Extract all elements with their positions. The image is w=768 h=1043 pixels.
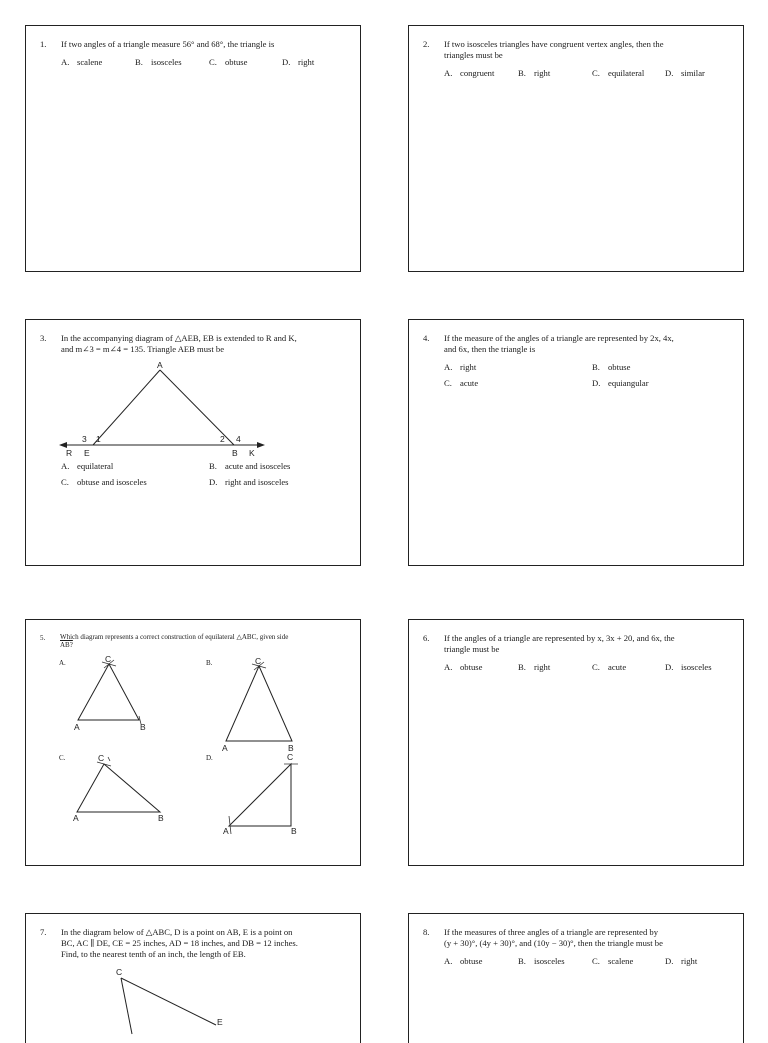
- label-4: 4: [236, 434, 241, 444]
- option-c: C. obtuse: [209, 57, 248, 67]
- arrow-right: [257, 442, 265, 448]
- triangle-aeb-diagram: [26, 320, 361, 566]
- question-text: triangle must be: [444, 644, 500, 654]
- question-text: If the angles of a triangle are represented by x, 3x + 20, and 6x, the: [444, 633, 675, 643]
- svg-text:C: C: [105, 654, 112, 664]
- option-c: C. obtuse and isosceles: [61, 477, 147, 487]
- construction-d: [223, 752, 298, 836]
- label-1: 1: [96, 434, 101, 444]
- option-d: D. equiangular: [592, 378, 649, 388]
- label-b: B: [232, 448, 238, 458]
- question-number: 7.: [40, 927, 47, 937]
- option-a: A. obtuse: [444, 956, 483, 966]
- svg-text:A: A: [74, 722, 80, 732]
- question-text: Find, to the nearest tenth of an inch, the length of EB.: [61, 949, 246, 959]
- choice-d-label: D.: [206, 754, 213, 762]
- question-card-5: [25, 619, 361, 866]
- choice-c-label: C.: [59, 754, 66, 762]
- side-ea: [93, 370, 160, 445]
- construction-diagrams: [26, 620, 361, 866]
- question-text: If two isosceles triangles have congruent vertex angles, then the: [444, 39, 664, 49]
- label-e: E: [84, 448, 90, 458]
- question-text: AB?: [60, 641, 73, 649]
- question-number: 8.: [423, 927, 430, 937]
- question-number: 6.: [423, 633, 430, 643]
- question-card-1: [25, 25, 361, 272]
- label-c: C: [116, 967, 123, 977]
- option-d: D. right and isosceles: [209, 477, 289, 487]
- option-a: A. scalene: [61, 57, 103, 67]
- option-a: A. obtuse: [444, 662, 483, 672]
- question-text: triangles must be: [444, 50, 503, 60]
- label-a: A: [157, 360, 163, 370]
- option-a: A. right: [444, 362, 477, 372]
- question-text: In the diagram below of △ABC, D is a point on AB, E is a point on: [61, 927, 293, 937]
- option-d: D. similar: [665, 68, 705, 78]
- construction-c: [73, 753, 164, 823]
- question-text: Which diagram represents a correct construction of equilateral △ABC, given side: [60, 633, 289, 641]
- label-r: R: [66, 448, 73, 458]
- option-c: C. acute: [592, 662, 627, 672]
- choice-a-label: A.: [59, 659, 66, 667]
- option-c: C. equilateral: [592, 68, 645, 78]
- svg-text:A: A: [222, 743, 228, 753]
- svg-text:B: B: [158, 813, 164, 823]
- option-d: D. isosceles: [665, 662, 712, 672]
- option-a: A. equilateral: [61, 461, 114, 471]
- label-k: K: [249, 448, 255, 458]
- question-text: BC, AC ∥ DE, CE = 25 inches, AD = 18 inches, and DB = 12 inches.: [61, 938, 298, 948]
- choice-b-label: B.: [206, 659, 213, 667]
- construction-a: [74, 654, 146, 732]
- svg-text:A: A: [223, 826, 229, 836]
- question-number: 3.: [40, 333, 47, 343]
- label-2: 2: [220, 434, 225, 444]
- construction-b: [222, 656, 294, 753]
- question-text: If the measure of the angles of a triangle are represented by 2x, 4x,: [444, 333, 674, 343]
- option-c: C. acute: [444, 378, 479, 388]
- question-text: and m∠3 = m∠4 = 135. Triangle AEB must be: [61, 344, 225, 354]
- svg-text:B: B: [140, 722, 146, 732]
- option-a: A. congruent: [444, 68, 495, 78]
- question-number: 5.: [40, 634, 46, 642]
- svg-text:C: C: [287, 752, 294, 762]
- option-b: B. isosceles: [518, 956, 565, 966]
- option-b: B. right: [518, 68, 551, 78]
- svg-text:B: B: [288, 743, 294, 753]
- question-card-6: [408, 619, 744, 866]
- question-card-4: [408, 319, 744, 566]
- option-b: B. obtuse: [592, 362, 631, 372]
- question-text: and 6x, then the triangle is: [444, 344, 536, 354]
- question-text: If two angles of a triangle measure 56° and 68°, the triangle is: [61, 39, 275, 49]
- question-card-3: [25, 319, 361, 566]
- option-b: B. isosceles: [135, 57, 182, 67]
- svg-text:C: C: [255, 656, 262, 666]
- question-text: If the measures of three angles of a triangle are represented by: [444, 927, 659, 937]
- option-b: B. right: [518, 662, 551, 672]
- question-number: 2.: [423, 39, 430, 49]
- question-text: In the accompanying diagram of △AEB, EB is extended to R and K,: [61, 333, 297, 343]
- option-d: D. right: [665, 956, 698, 966]
- question-number: 4.: [423, 333, 430, 343]
- svg-text:C: C: [98, 753, 105, 763]
- option-d: D. right: [282, 57, 315, 67]
- label-3: 3: [82, 434, 87, 444]
- svg-text:B: B: [291, 826, 297, 836]
- label-e: E: [217, 1017, 223, 1027]
- svg-text:A: A: [73, 813, 79, 823]
- question-text: (y + 30)°, (4y + 30)°, and (10y − 30)°, then the triangle must be: [444, 938, 663, 948]
- question-card-2: [408, 25, 744, 272]
- option-b: B. acute and isosceles: [209, 461, 291, 471]
- question-number: 1.: [40, 39, 47, 49]
- option-c: C. scalene: [592, 956, 634, 966]
